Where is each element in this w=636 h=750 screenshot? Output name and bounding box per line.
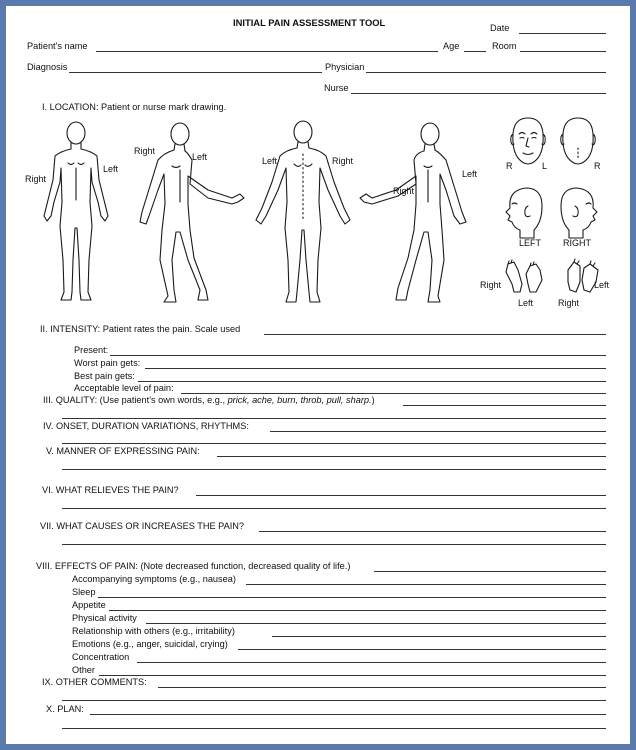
location-heading: I. LOCATION: Patient or nurse mark drawing.: [42, 102, 227, 112]
acceptable-field[interactable]: [181, 393, 606, 394]
physical-activity-field[interactable]: [146, 623, 606, 624]
causes-field-2[interactable]: [62, 544, 606, 545]
relieves-heading: VI. WHAT RELIEVES THE PAIN?: [42, 485, 179, 495]
scale-used-field[interactable]: [264, 334, 606, 335]
angled-side-right-label: Right: [393, 186, 415, 196]
onset-heading: IV. ONSET, DURATION VARIATIONS, RHYTHMS:: [43, 421, 249, 431]
age-label: Age: [443, 41, 460, 51]
plan-heading: X. PLAN:: [46, 704, 84, 714]
intensity-heading: II. INTENSITY: Patient rates the pain. Scale used: [40, 324, 241, 334]
feet-left-label: Left: [518, 298, 534, 308]
angled-front-left-label: Left: [192, 152, 208, 162]
feet-right-label: Right: [480, 280, 502, 290]
causes-field-1[interactable]: [259, 531, 606, 532]
effects-item-concentration: Concentration: [72, 652, 130, 662]
diagnosis-label: Diagnosis: [27, 62, 68, 72]
nurse-label: Nurse: [324, 83, 349, 93]
date-label: Date: [490, 23, 510, 33]
physician-field[interactable]: [366, 72, 606, 73]
quality-heading: III. QUALITY: (Use patient's own words, e.g., prick, ache, burn, throb, pull, sharp.): [43, 395, 375, 405]
front-left-label: Left: [103, 164, 119, 174]
body-back-figure[interactable]: [246, 120, 361, 312]
relieves-field-1[interactable]: [196, 495, 606, 496]
head-right-profile-figure[interactable]: [555, 184, 603, 240]
effects-item-emotions: Emotions (e.g., anger, suicidal, crying): [72, 639, 228, 649]
head-back-r-label: R: [594, 161, 601, 171]
manner-field-1[interactable]: [217, 456, 606, 457]
physician-label: Physician: [325, 62, 365, 72]
plan-field-1[interactable]: [90, 714, 606, 715]
present-label: Present:: [74, 345, 109, 355]
effects-item-other: Other: [72, 665, 95, 675]
nurse-field[interactable]: [351, 93, 606, 94]
relieves-field-2[interactable]: [62, 508, 606, 509]
effects-item-sleep: Sleep: [72, 587, 96, 597]
manner-heading: V. MANNER OF EXPRESSING PAIN:: [46, 446, 200, 456]
onset-field-1[interactable]: [270, 431, 606, 432]
plan-field-2[interactable]: [62, 728, 606, 729]
other-field[interactable]: [99, 675, 606, 676]
comments-heading: IX. OTHER COMMENTS:: [42, 677, 147, 687]
effects-item-relationship: Relationship with others (e.g., irritability): [72, 626, 235, 636]
date-field[interactable]: [519, 33, 606, 34]
patient-name-field[interactable]: [96, 51, 438, 52]
emotions-field[interactable]: [238, 649, 606, 650]
onset-field-2[interactable]: [62, 443, 606, 444]
quality-field-2[interactable]: [62, 418, 606, 419]
sleep-field[interactable]: [98, 597, 606, 598]
feet-sole-figure[interactable]: [558, 258, 604, 296]
appetite-field[interactable]: [109, 610, 606, 611]
comments-field-1[interactable]: [158, 687, 606, 688]
best-label: Best pain gets:: [74, 371, 135, 381]
head-left-label: LEFT: [519, 238, 542, 248]
feet-sole-left-label: Left: [594, 280, 610, 290]
effects-item-symptoms: Accompanying symptoms (e.g., nausea): [72, 574, 236, 584]
back-right-label: Right: [332, 156, 354, 166]
effects-item-appetite: Appetite: [72, 600, 106, 610]
concentration-field[interactable]: [137, 662, 606, 663]
relationship-field[interactable]: [272, 636, 606, 637]
age-field[interactable]: [464, 51, 486, 52]
body-front-figure[interactable]: [31, 120, 121, 310]
effects-field[interactable]: [374, 571, 606, 572]
worst-field[interactable]: [145, 368, 606, 369]
angled-front-right-label: Right: [134, 146, 156, 156]
feet-top-figure[interactable]: [502, 258, 548, 296]
assessment-form: [6, 6, 630, 744]
present-field[interactable]: [110, 355, 606, 356]
quality-field-1[interactable]: [403, 405, 606, 406]
body-angled-side-figure[interactable]: [358, 120, 476, 310]
back-left-label: Left: [262, 156, 278, 166]
comments-field-2[interactable]: [62, 700, 606, 701]
head-front-l-label: L: [542, 161, 548, 171]
room-label: Room: [492, 41, 517, 51]
form-title: INITIAL PAIN ASSESSMENT TOOL: [233, 17, 386, 28]
head-right-label: RIGHT: [563, 238, 591, 248]
symptoms-field[interactable]: [246, 584, 606, 585]
worst-label: Worst pain gets:: [74, 358, 141, 368]
head-front-r-label: R: [506, 161, 513, 171]
quality-examples: prick, ache, burn, throb, pull, sharp.: [227, 395, 372, 405]
feet-sole-right-label: Right: [558, 298, 580, 308]
effects-heading: VIII. EFFECTS OF PAIN: (Note decreased function, decreased quality of life.): [36, 561, 351, 571]
manner-field-2[interactable]: [62, 469, 606, 470]
causes-heading: VII. WHAT CAUSES OR INCREASES THE PAIN?: [40, 521, 245, 531]
head-left-profile-figure[interactable]: [500, 184, 548, 240]
best-field[interactable]: [138, 381, 606, 382]
diagnosis-field[interactable]: [69, 72, 322, 73]
acceptable-label: Acceptable level of pain:: [74, 383, 174, 393]
front-right-label: Right: [25, 174, 47, 184]
patient-name-label: Patient's name: [27, 41, 88, 51]
effects-item-physical-activity: Physical activity: [72, 613, 137, 623]
room-field[interactable]: [520, 51, 606, 52]
angled-side-left-label: Left: [462, 169, 478, 179]
